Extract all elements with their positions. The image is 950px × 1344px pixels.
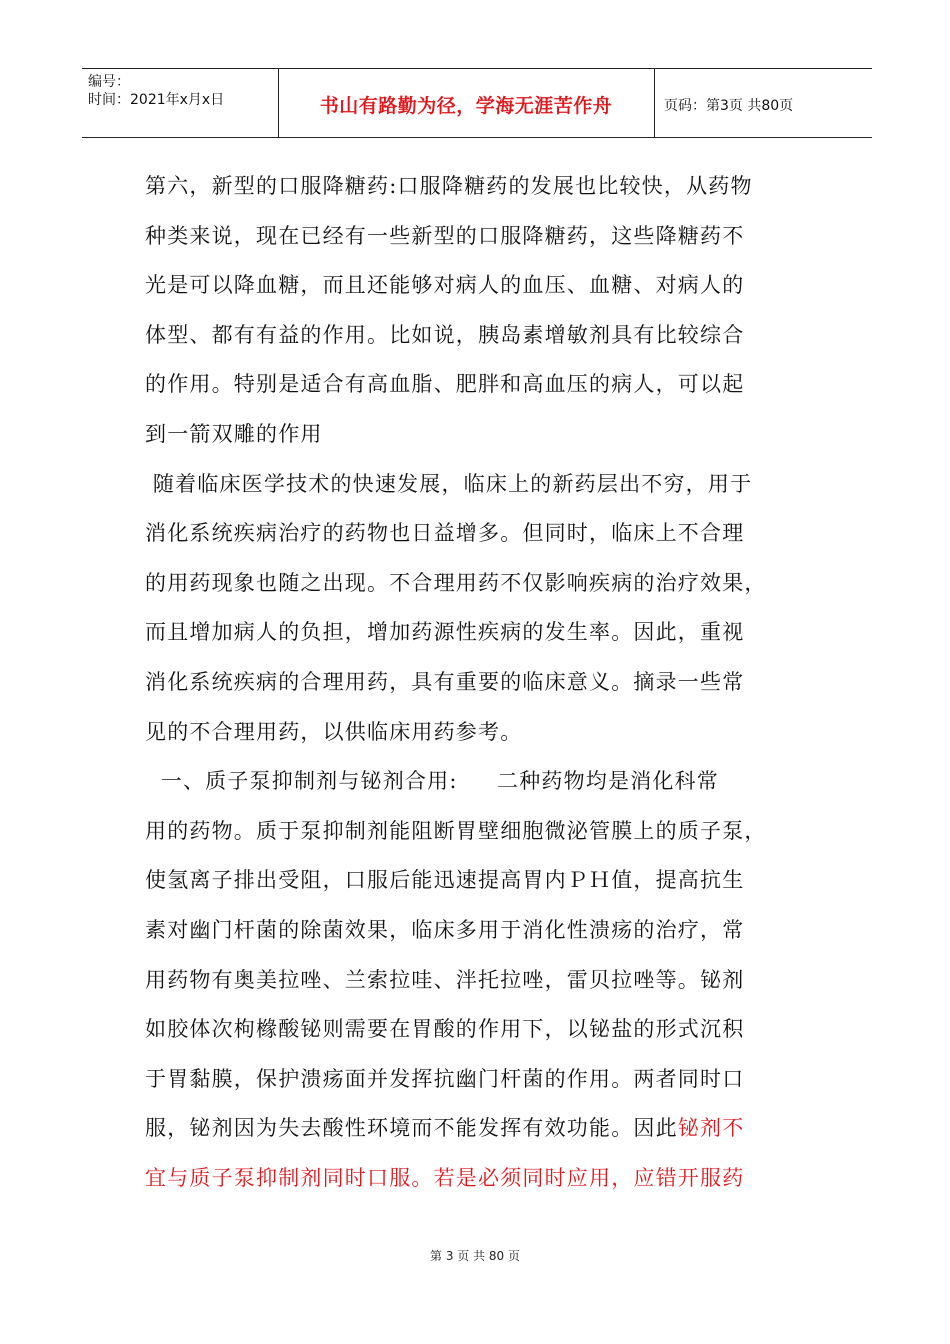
highlighted-text: 铋剂不	[677, 1116, 745, 1141]
body-line: 使氢离子排出受阻，口服后能迅速提高胃内ＰＨ值，提高抗生	[145, 868, 745, 893]
document-date: 时间：2021年x月x日	[88, 92, 225, 108]
body-line: 的用药现象也随之出现。不合理用药不仅影响疾病的治疗效果，	[145, 570, 767, 595]
body-line: 而且增加病人的负担，增加药源性疾病的发生率。因此，重视	[145, 620, 745, 645]
body-line: 消化系统疾病的合理用药，具有重要的临床意义。摘录一些常	[145, 669, 745, 694]
document-body	[145, 162, 825, 1203]
body-line: 见的不合理用药，以供临床用药参考。	[145, 719, 523, 744]
page-info: 页码：第3页 共80页	[664, 98, 794, 114]
body-line: 如胶体次枸橼酸铋则需要在胃酸的作用下，以铋盐的形式沉积	[145, 1017, 745, 1042]
body-line: 随着临床医学技术的快速发展，临床上的新药层出不穷，用于	[145, 471, 753, 496]
body-line: 体型、都有有益的作用。比如说，胰岛素增敏剂具有比较综合	[145, 322, 745, 347]
highlighted-line: 宜与质子泵抑制剂同时口服。若是必须同时应用，应错开服药	[145, 1165, 745, 1190]
header-meta-cell	[82, 69, 279, 137]
body-text: 服，铋剂因为失去酸性环境而不能发挥有效功能。因此	[145, 1116, 678, 1141]
body-line: 一、质子泵抑制剂与铋剂合用: 二种药物均是消化科常	[145, 769, 719, 794]
body-line: 种类来说，现在已经有一些新型的口服降糖药，这些降糖药不	[145, 223, 745, 248]
body-line: 素对幽门杆菌的除菌效果，临床多用于消化性溃疡的治疗，常	[145, 917, 745, 942]
body-line: 消化系统疾病治疗的药物也日益增多。但同时，临床上不合理	[145, 521, 745, 546]
body-line: 于胃黏膜，保护溃疡面并发挥抗幽门杆菌的作用。两者同时口	[145, 1066, 745, 1091]
header-motto-cell	[278, 69, 655, 137]
body-line: 的作用。特别是适合有高血脂、肥胖和高血压的病人，可以起	[145, 372, 745, 397]
body-line: 光是可以降血糖，而且还能够对病人的血压、血糖、对病人的	[145, 273, 745, 298]
document-number-label: 编号：	[88, 74, 130, 90]
motto-text: 书山有路勤为径，学海无涯苦作舟	[319, 95, 613, 117]
body-line: 到一箭双雕的作用	[145, 421, 323, 446]
body-line: 用药物有奥美拉唑、兰索拉哇、泮托拉唑，雷贝拉唑等。铋剂	[145, 967, 745, 992]
page-footer: 第 3 页 共 80 页	[430, 1249, 520, 1263]
body-line: 第六，新型的口服降糖药:口服降糖药的发展也比较快，从药物	[145, 174, 753, 198]
page-header	[82, 68, 872, 138]
body-line: 用的药物。质于泵抑制剂能阻断胃壁细胞微泌管膜上的质子泵，	[145, 818, 767, 843]
header-page-cell	[654, 69, 872, 137]
body-line-mixed	[145, 1104, 825, 1154]
